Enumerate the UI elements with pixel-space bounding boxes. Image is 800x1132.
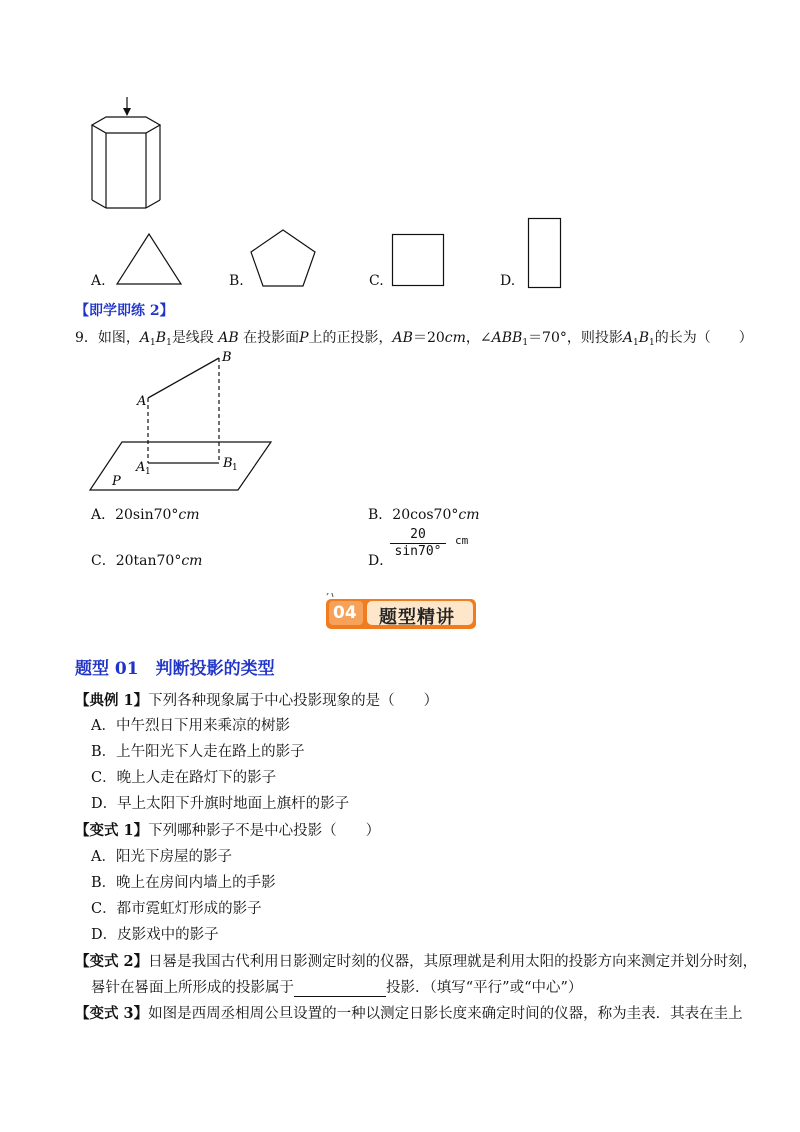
svg-text:A: A (136, 460, 146, 475)
square-option-figure (391, 233, 446, 288)
q9-option-c: C．20tan70°cm (91, 553, 203, 569)
section-title: 题型 01 判断投影的类型 (75, 659, 275, 679)
triangle-option-figure (114, 232, 184, 287)
example-1-option-a: A．中午烈日下用来乘凉的树影 (91, 718, 290, 734)
q8-option-b-label: B. (229, 273, 244, 289)
svg-text:1: 1 (145, 467, 151, 477)
rectangle-option-figure (527, 217, 563, 289)
variant-1-option-a: A．阳光下房屋的影子 (91, 849, 232, 865)
example-1-option-d: D．早上太阳下升旗时地面上旗杆的影子 (91, 796, 350, 812)
projection-figure (86, 348, 286, 496)
banner-number: 04 (333, 603, 357, 623)
svg-text:B: B (223, 456, 233, 471)
variant-2-line-2: 晷针在晷面上所形成的投影属于 投影．（填写“平行”或“中心”） (91, 980, 583, 996)
section-banner (325, 593, 478, 631)
q8-option-d-label: D. (500, 273, 516, 289)
hexagonal-prism-figure (86, 95, 166, 215)
variant-1-option-b: B．晚上在房间内墙上的手影 (91, 875, 276, 891)
example-1-option-c: C．晚上人走在路灯下的影子 (91, 770, 277, 786)
q9-option-d-unit: cm (455, 534, 469, 547)
example-1-stem: 【典例 1】下列各种现象属于中心投影现象的是（ ） (75, 692, 439, 709)
svg-text:P: P (112, 474, 121, 489)
view-arrow-head (123, 108, 131, 116)
banner-title: 题型精讲 (379, 607, 455, 628)
svg-text:1: 1 (232, 463, 238, 473)
segment-ab (148, 358, 219, 398)
practice-label: 【即学即练 2】 (75, 303, 174, 319)
answer-blank[interactable] (294, 982, 386, 997)
q9-option-b: B．20cos70°cm (368, 507, 480, 523)
q9-stem: 9．如图，$A_1B_1$是线段 AB 在投影面P上的正投影，AB＝20cm，$\angle ABB_1=70^\circ$，则投影$A_1B_1$的长为（ ） (75, 330, 753, 348)
example-1-option-b: B．上午阳光下人走在路上的影子 (91, 744, 305, 760)
q9-option-a: A．20sin70°cm (91, 507, 200, 523)
svg-text:B: B (222, 350, 232, 365)
q8-option-c-label: C. (369, 273, 384, 289)
variant-3-line-1: 【变式 3】如图是西周丞相周公旦设置的一种以测定日影长度来确定时间的仪器，称为圭表．其表在圭上 (75, 1005, 743, 1022)
q9-option-d-fraction: 20 sin70° (390, 527, 446, 560)
svg-text:A: A (137, 394, 147, 409)
variant-1-option-c: C．都市霓虹灯形成的影子 (91, 901, 262, 917)
pentagon-option-figure (248, 228, 318, 288)
variant-1-option-d: D．皮影戏中的影子 (91, 927, 219, 943)
variant-1-stem: 【变式 1】下列哪种影子不是中心投影（ ） (75, 822, 381, 839)
variant-2-line-1: 【变式 2】日晷是我国古代利用日影测定时刻的仪器，其原理就是利用太阳的投影方向来测定并划分时刻， (75, 953, 758, 970)
q9-option-d: D． (368, 553, 394, 569)
q8-option-a-label: A. (91, 273, 106, 289)
